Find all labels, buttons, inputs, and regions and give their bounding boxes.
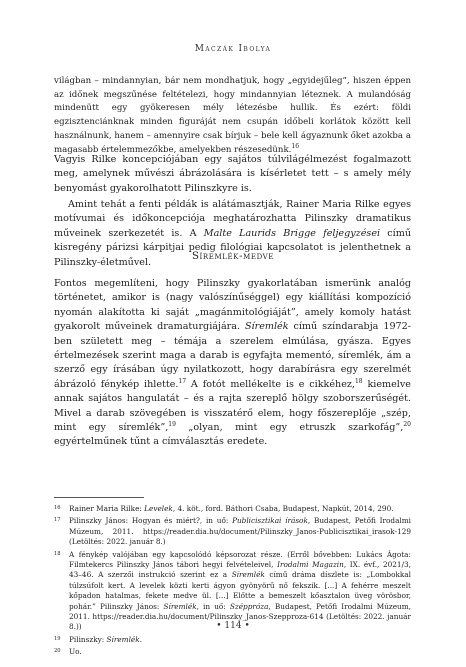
text-run: , 4. köt., ford. Báthori Csaba, Budapest, Napkút, 2014, 290. — [172, 504, 394, 513]
text-run: „olyan, mint egy etruszk szarkofág”, — [175, 422, 404, 434]
footnotes — [54, 504, 411, 660]
text-run: . — [139, 634, 142, 644]
cited-title: Síremlék — [231, 570, 265, 580]
text-run: című kisregény párizsi kárpitjai pedig filológiai kapcsolatot is jelenthetnek a Pilinszky-életművel. — [54, 227, 411, 268]
section-heading: Síremlék-medve — [191, 251, 275, 262]
text-run: , Budapest, Petőfi Irodalmi Múzeum, 2011. https://reader.dia.hu/document/Pilinszky_Janos-Publicisztikai_irasok-129 (Letöltés: 2022. január 8.) — [69, 516, 412, 547]
footnote-number: 20 — [54, 648, 61, 655]
text-run: Pilinszky: — [69, 634, 107, 644]
footnote-number: 18 — [54, 550, 61, 557]
text-run: , Budapest, Petőfi Irodalmi Múzeum, 2011. https://reader.dia.hu/document/Pilinszky_Janos-Szepproza-614 (Letöltés: 2022. január 8.)) — [69, 601, 411, 632]
text-run: A fotót mellékelte is e cikkéhez, — [186, 378, 355, 390]
cited-title: Széppróza — [229, 601, 269, 611]
text-run: , in uő: — [196, 601, 230, 611]
footnote-ref[interactable]: 16 — [291, 142, 300, 150]
footnote-number: 16 — [54, 505, 61, 511]
text-run: Pilinszky János: Hogyan és miért?, in uő: — [69, 516, 233, 526]
text-run: Amint tehát a fenti példák is alátámasztják, Rainer Maria Rilke egyes motívumai és időkoncepciója meghatározhatta Pilinszky dramatikus műveinek szerkezetét is. A — [54, 199, 411, 239]
footnote-ref[interactable]: 19 — [168, 420, 176, 428]
text-run: című színdarabja 1972-ben született meg – témája a szerelem elmúlása, gyásza. Egyes értelmezések szerint maga a darab is egyfajta mementó, síremlék, ám a szerző egy írásában úgy nyilatkozott, hogy darabírásra egy szerelmét ábrázoló fénykép ihlette. — [54, 321, 411, 390]
body-paragraph — [54, 277, 411, 450]
footnote-ref[interactable]: 20 — [403, 420, 411, 428]
body-paragraph: Vagyis Rilke koncepciójában egy sajátos túlvilágélmezést fogalmazott meg, amelynek művészi ábrázolására is kísérletet tett – s amely mély benyomást gyakorolhatott Pilinszkyre is. — [54, 154, 411, 194]
text-run: kiemelve annak sajátos hangulatát – és a rajta szereplő hölgy szoborszerűségét. Mivel a darab szövegében is visszatérő elem, hogy főszereplője „szép, mint egy síremlék”, — [54, 378, 411, 434]
work-title: Síremlék — [244, 321, 289, 333]
footnote-19 — [54, 635, 411, 645]
footnote-ref[interactable]: 17 — [178, 377, 187, 385]
footnote-17 — [54, 516, 411, 547]
book-title: Malte Laurids Brigge feljegyzései — [203, 227, 381, 239]
text-run: A fénykép valójában egy kapcsolódó képsorozat része. (Erről bővebben: Lukács Ágota: Filmtekercs Pilinszky János tábori hegyi felvételeivel, — [69, 549, 411, 570]
cited-title: Levelek — [144, 504, 173, 513]
text-run: Rainer Maria Rilke: — [69, 504, 145, 513]
cited-title: Irodalmi Magazin — [277, 560, 344, 570]
cited-title: Síremlék — [163, 601, 197, 611]
text-run: egyértelműnek tűnt a címválasztás eredete. — [54, 436, 268, 448]
quote-text: világban – mindannyian, bár nem mondhatjuk, hogy „egyidejűleg”, hiszen éppen az időnek megszűnése feltételezi, hogy mindannyian léteznek. A mulandóság mindenütt egy gyökeresen mély létezésbe hullik. És ezért: földi egzisztenciánknak minden figuráját nem csupán időbeli korlátok között kell használnunk, hanem – amennyire csak bírjuk – bele kell ágyaznunk őket azokba a magasabb értelemmezőkbe, amelyekben részesedünk. — [54, 76, 411, 155]
cited-title: Síremlék — [106, 634, 140, 644]
page-number: • 114 • — [216, 621, 250, 631]
footnote-divider — [54, 497, 144, 498]
text-run: Uo. — [69, 647, 82, 657]
text-run: , IX. évf., 2021/3, 43–46. A szerzői instrukció szerint ez a — [69, 560, 411, 580]
running-head: Maczák Ibolya — [194, 44, 272, 54]
footnote-number: 19 — [54, 635, 61, 642]
text-run: című dráma díszlete is: „Lombokkal túlzsúfolt kert. A levelek közti kerti ágyon gyönyörű nő fekszik. [...] A fehérre meszelt kőpadon hatalmas, fekete medve ül. [...] Előtte a bemeszelt kőasztalon üveg vörösbor, pohár.” Pilinszky János: — [69, 570, 411, 611]
footnote-20 — [54, 647, 411, 657]
footnote-number: 17 — [54, 517, 61, 524]
cited-title: Publicisztikai írások — [232, 516, 308, 526]
text-run: Fontos megemlíteni, hogy Pilinszky gyakorlatában ismerünk analóg történetet, amikor is (nagy valószínűséggel) egy kiállítási kompozíció nyomán alakította ki saját „magánmitológiáját”, amely komoly hatást gyakorolt műveinek dramaturgiájára. — [54, 278, 411, 333]
footnote-16 — [54, 504, 411, 514]
quote-paragraph — [54, 75, 411, 157]
footnote-ref[interactable]: 18 — [354, 377, 363, 385]
